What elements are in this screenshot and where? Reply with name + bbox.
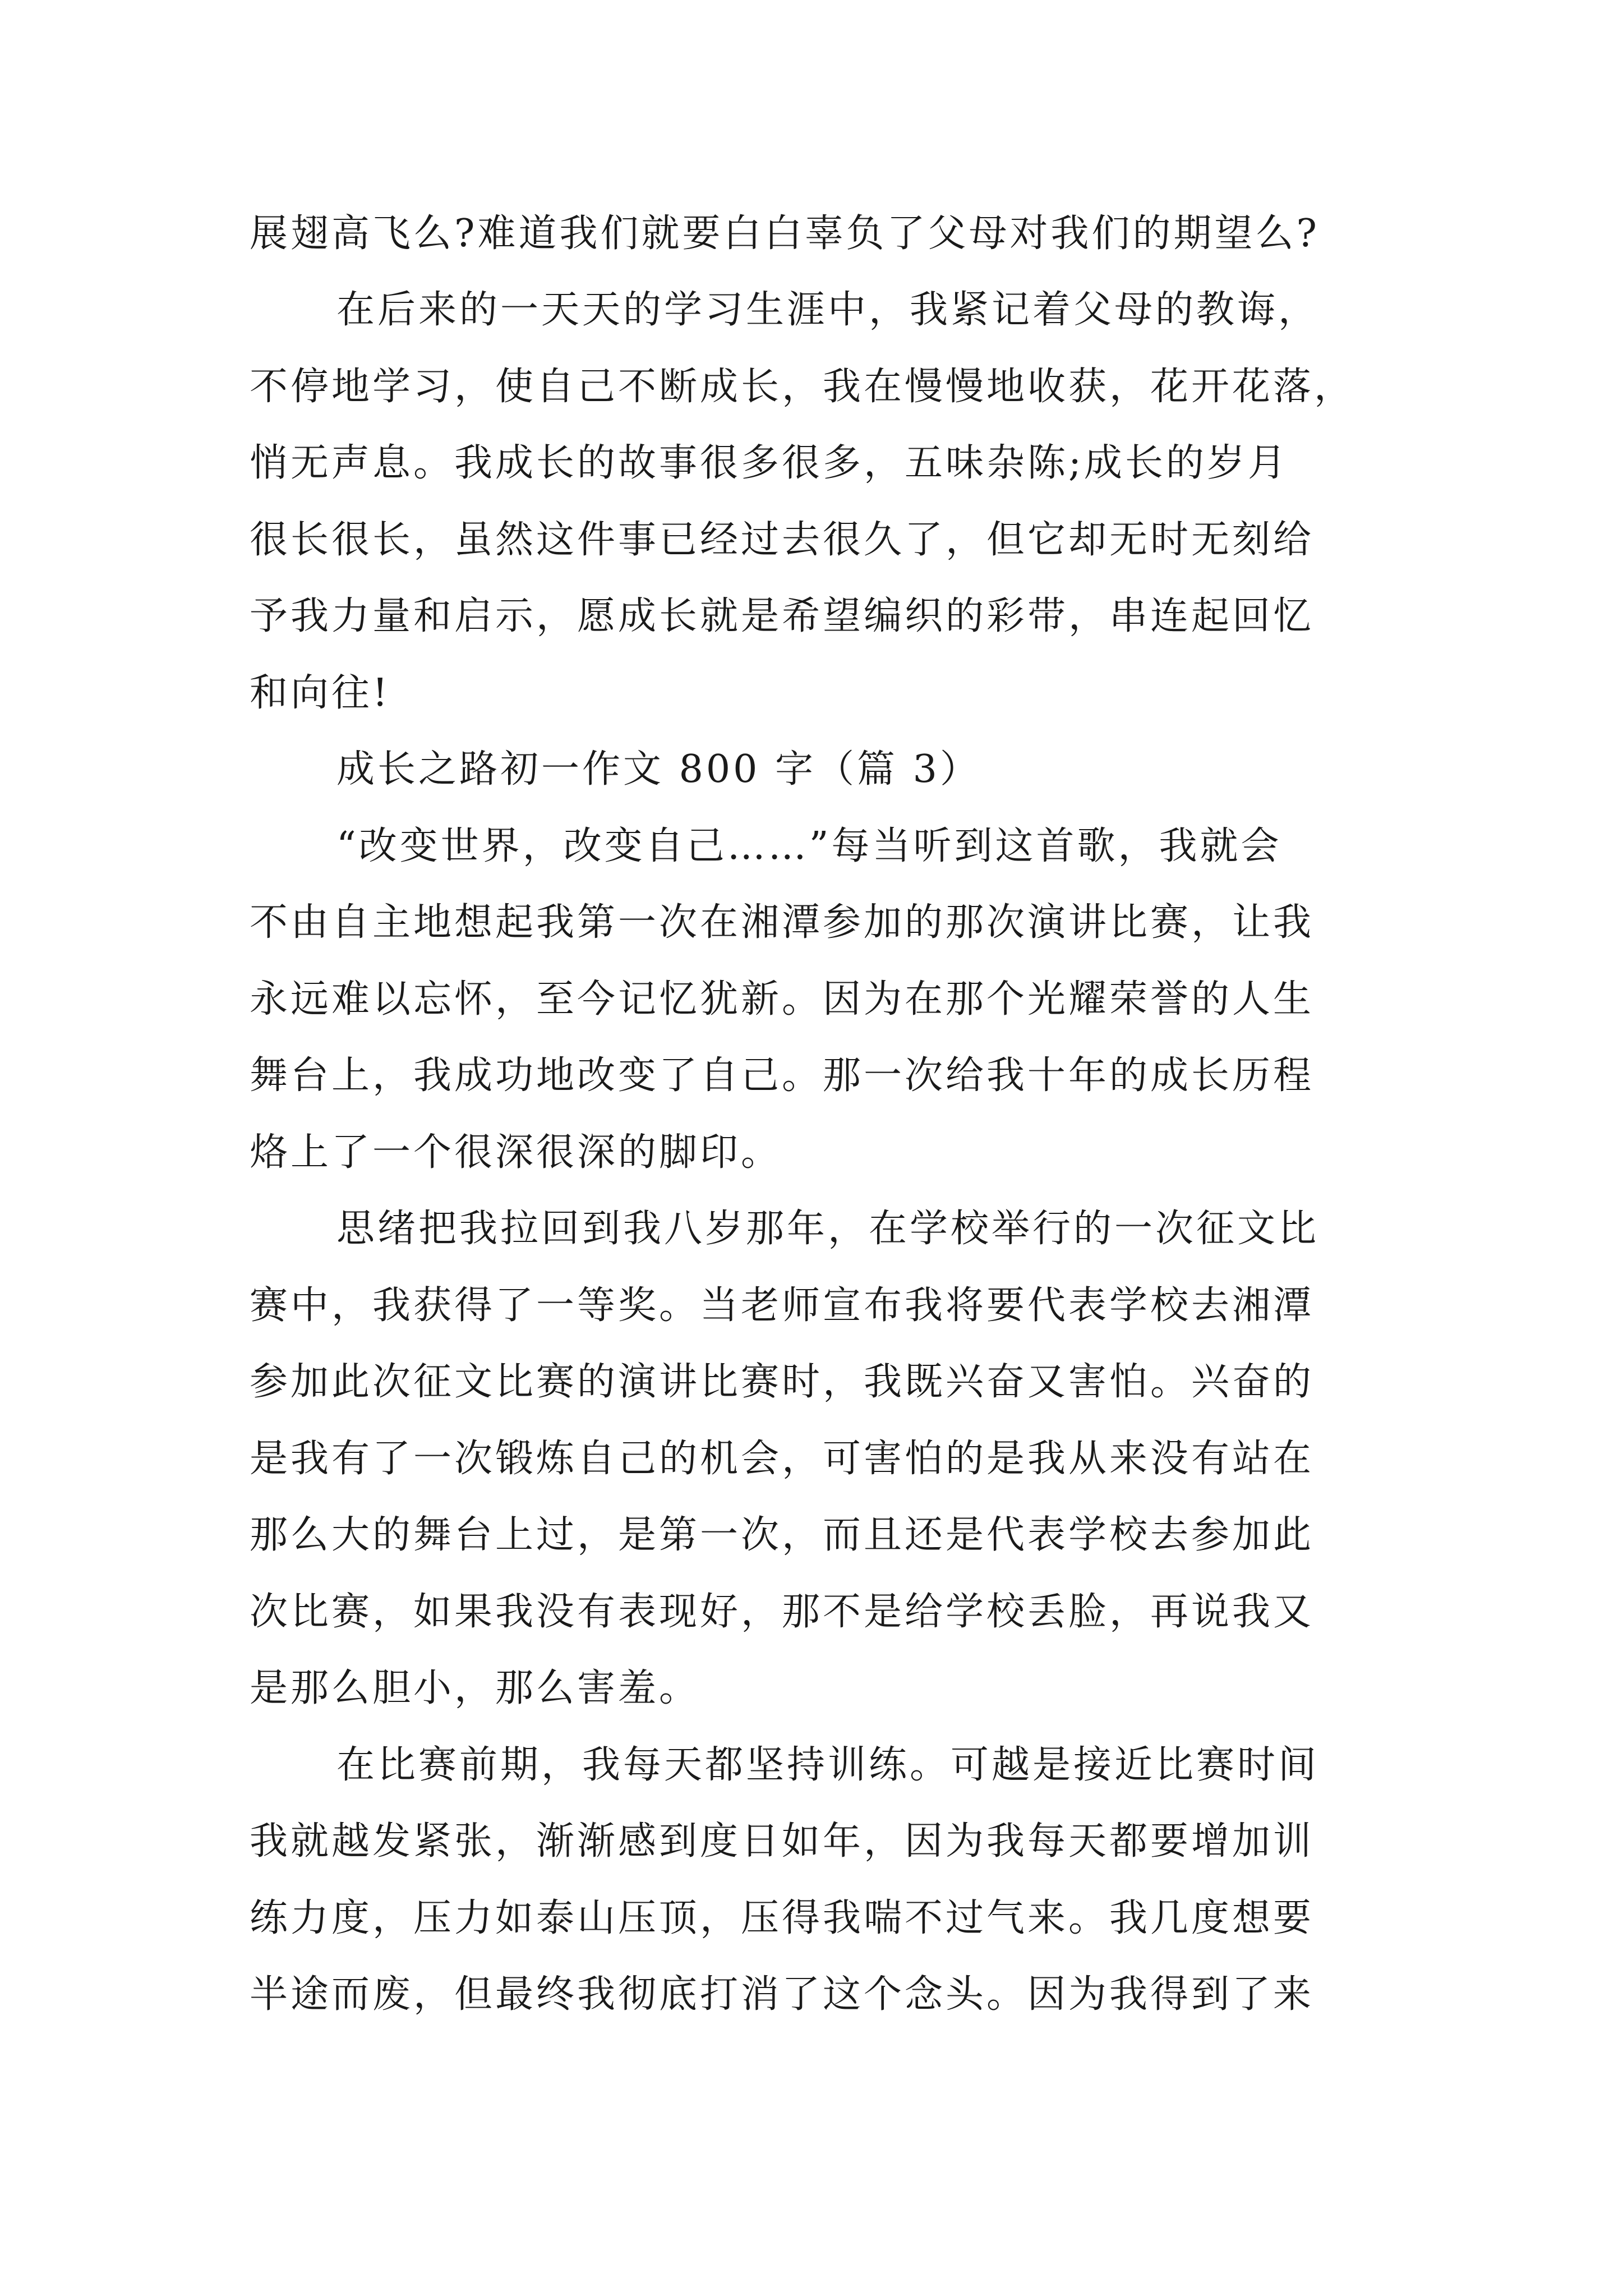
text-line: 永远难以忘怀，至今记忆犹新。因为在那个光耀荣誉的人生 [250, 977, 1315, 1022]
text-line: 参加此次征文比赛的演讲比赛时，我既兴奋又害怕。兴奋的 [250, 1360, 1315, 1404]
text-line: 舞台上，我成功地改变了自己。那一次给我十年的成长历程 [250, 1053, 1315, 1098]
paragraph-start-line: 在后来的一天天的学习生涯中，我紧记着父母的教诲， [336, 288, 1320, 332]
text-line: 次比赛，如果我没有表现好，那不是给学校丢脸，再说我又 [250, 1590, 1315, 1634]
paragraph-start-line: 思绪把我拉回到我八岁那年，在学校举行的一次征文比 [336, 1207, 1320, 1251]
text-line: 半途而废，但最终我彻底打消了这个念头。因为我得到了来 [250, 1972, 1315, 2017]
text-line: 是我有了一次锻炼自己的机会，可害怕的是我从来没有站在 [250, 1437, 1315, 1481]
text-line: 和向往! [250, 671, 391, 715]
text-line: 很长很长，虽然这件事已经过去很久了，但它却无时无刻给 [250, 518, 1315, 562]
text-line: 悄无声息。我成长的故事很多很多，五味杂陈;成长的岁月 [250, 441, 1289, 485]
paragraph-start-line: 在比赛前期，我每天都坚持训练。可越是接近比赛时间 [336, 1743, 1320, 1787]
text-line: 那么大的舞台上过，是第一次，而且还是代表学校去参加此 [250, 1513, 1315, 1557]
text-line: 予我力量和启示，愿成长就是希望编织的彩带，串连起回忆 [250, 594, 1315, 638]
paragraph-start-line: “改变世界，改变自己……”每当听到这首歌，我就会 [336, 824, 1282, 868]
section-heading: 成长之路初一作文 800 字（篇 3） [336, 747, 981, 792]
text-line: 不由自主地想起我第一次在湘潭参加的那次演讲比赛，让我 [250, 900, 1315, 945]
text-line: 展翅高飞么?难道我们就要白白辜负了父母对我们的期望么? [250, 211, 1320, 256]
text-line: 赛中，我获得了一等奖。当老师宣布我将要代表学校去湘潭 [250, 1283, 1315, 1328]
text-line: 烙上了一个很深很深的脚印。 [250, 1130, 782, 1175]
text-line: 练力度，压力如泰山压顶，压得我喘不过气来。我几度想要 [250, 1896, 1315, 1940]
text-line: 是那么胆小，那么害羞。 [250, 1666, 700, 1710]
text-line: 不停地学习，使自己不断成长，我在慢慢地收获，花开花落， [250, 365, 1355, 409]
text-line: 我就越发紧张，渐渐感到度日如年，因为我每天都要增加训 [250, 1819, 1315, 1864]
